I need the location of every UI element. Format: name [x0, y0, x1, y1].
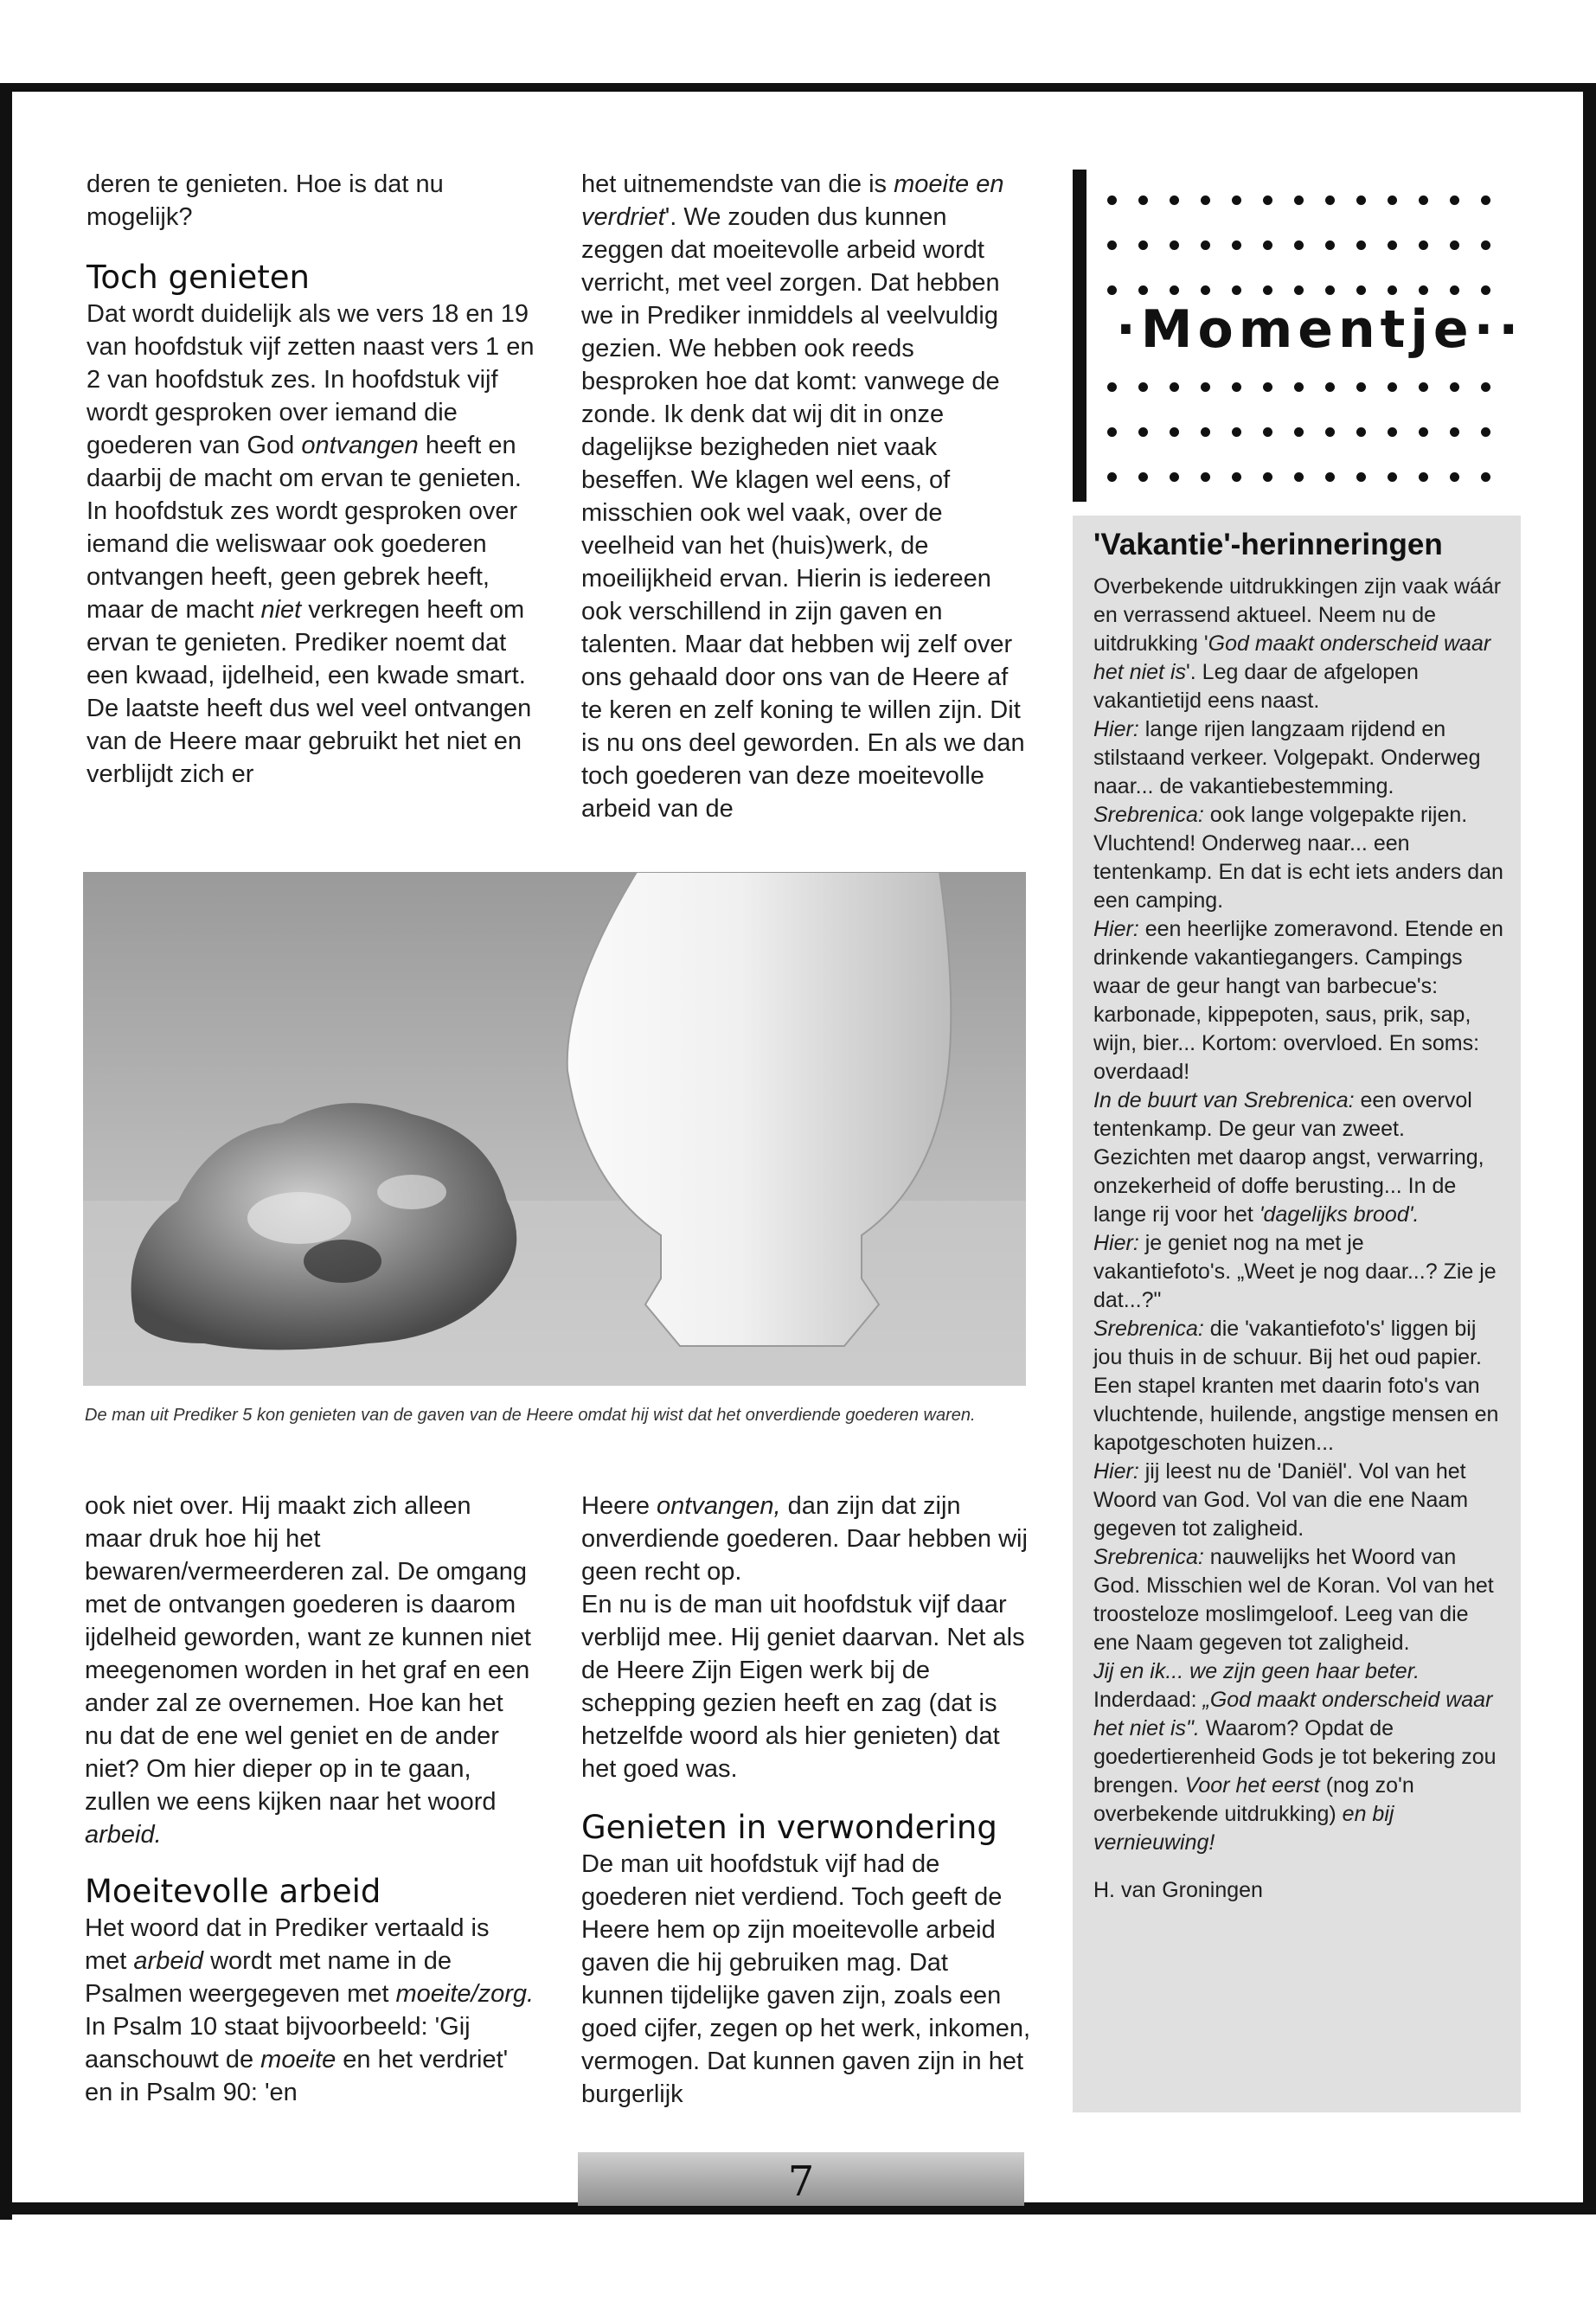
dot-pattern	[1107, 239, 1514, 253]
page-number: 7	[787, 2157, 815, 2206]
column-2-top	[581, 168, 1031, 825]
paragraph: De man uit hoofdstuk vijf had de goederen niet verdiend. Toch geeft de Heere hem op zijn moeitevolle arbeid gaven die hij gebruiken mag. Dat kunnen tijdelijke gaven zijn, zoals een goed cijfer, zegen op het werk, inkomen, vermogen. Dat kunnen gaven zijn in het burgerlijk	[581, 1850, 1031, 2108]
dot-pattern	[1107, 471, 1514, 484]
paragraph: het uitnemendste van die is moeite en verdriet'. We zouden dus kunnen zeggen dat moeitevolle arbeid wordt verricht, met veel zorgen. Dat hebben we in Prediker inmiddels al veelvuldig gezien. We hebben ook reeds besproken hoe dat komt: vanwege de zonde. Ik denk dat wij dit in onze dagelijkse bezigheden niet vaak beseffen. We klagen wel eens, of misschien ook wel vaak, over de veelheid van het (huis)werk, de moeilijkheid ervan. Hierin is iedereen ook verschillend in zijn gaven en talenten. Maar dat hebben wij zelf over ons gehaald door ons van de Heere af te keren en zelf koning te willen zijn. Dit is nu ons deel geworden. En als we dan toch goederen van deze moeitevolle arbeid van de	[581, 170, 1025, 823]
sidebar-heading: 'Vakantie'-herinneringen	[1093, 528, 1443, 561]
scan-border-top	[0, 83, 1596, 92]
momentje-title: ·Momentje··	[1116, 299, 1524, 360]
sidebar-text	[1093, 526, 1507, 1905]
photo-caption: De man uit Prediker 5 kon genieten van de gaven van de Heere omdat hij wist dat het onverdiende goederen waren.	[85, 1406, 976, 1425]
scan-border-right	[1583, 83, 1596, 2214]
momentje-bar	[1073, 170, 1086, 502]
momentje-header	[1073, 170, 1524, 516]
dot-pattern	[1107, 284, 1514, 298]
sidebar-paragraph: Jij en ik... we zijn geen haar beter.	[1093, 1659, 1420, 1683]
column-1-bottom	[85, 1490, 535, 2109]
scan-border-left	[0, 83, 12, 2220]
section-heading-genieten-in-verwondering: Genieten in verwondering	[581, 1809, 997, 1846]
paragraph: ook niet over. Hij maakt zich alleen maar druk hoe hij het bewaren/vermeerderen zal. De omgang met de ontvangen goederen is daarom ijdelheid geworden, want ze kunnen niet meegenomen worden in het graf en een ander zal ze overnemen. Hoe kan het nu dat de ene wel geniet en de ander niet? Om hier dieper op in te gaan, zullen we eens kijken naar het woord arbeid.	[85, 1492, 531, 1849]
sidebar-paragraph: Hier: een heerlijke zomeravond. Etende en drinkende vakantiegangers. Campings waar de geur hangt van barbecue's: karbonade, kippepoten, saus, prik, sap, wijn, bier... Kortom: overvloed. En soms: overdaad!	[1093, 917, 1503, 1084]
sidebar-paragraph: Inderdaad: „God maakt onderscheid waar het niet is". Waarom? Opdat de goedertierenheid Gods je tot bekering zou brengen. Voor het eerst (nog zo'n overbekende uitdrukking) en bij vernieuwing!	[1093, 1688, 1497, 1855]
section-heading-toch-genieten: Toch genieten	[87, 259, 310, 296]
paragraph: Dat wordt duidelijk als we vers 18 en 19 van hoofdstuk vijf zetten naast vers 1 en 2 van hoofdstuk zes. In hoofdstuk vijf wordt gesproken over iemand die goederen van God ontvangen heeft en daarbij de macht om ervan te genieten. In hoofdstuk zes wordt gesproken over iemand die weliswaar ook goederen ontvangen heeft, geen gebrek heeft, maar de macht niet verkregen heeft om ervan te genieten. Prediker noemt dat een kwaad, ijdelheid, een kwade smart. De laatste heeft dus wel veel ontvangen van de Heere maar gebruikt het niet en verblijdt zich er	[87, 300, 535, 788]
dot-pattern	[1107, 426, 1514, 439]
sidebar-paragraph: Hier: jij leest nu de 'Daniël'. Vol van het Woord van God. Vol van die ene Naam gegeven tot zaligheid.	[1093, 1459, 1469, 1541]
paragraph: Heere ontvangen, dan zijn dat zijn onverdiende goederen. Daar hebben wij geen recht op.	[581, 1492, 1028, 1586]
page-number-bar	[578, 2152, 1024, 2206]
column-2-bottom	[581, 1490, 1031, 2111]
sidebar-paragraph: Srebrenica: die 'vakantiefoto's' liggen bij jou thuis in de schuur. Bij het oud papier. Een stapel kranten met daarin foto's van vluchtende, huilende, angstige mensen en kapotgeschoten huizen...	[1093, 1317, 1499, 1455]
sidebar-paragraph: In de buurt van Srebrenica: een overvol tentenkamp. De geur van zweet. Gezichten met daarop angst, verwarring, onzekerheid of doffe berusting... In de lange rij voor het 'dagelijks brood'.	[1093, 1088, 1484, 1227]
paragraph: deren te genieten. Hoe is dat nu mogelijk?	[87, 170, 444, 231]
section-heading-moeitevolle-arbeid: Moeitevolle arbeid	[85, 1873, 381, 1910]
sidebar-signature: H. van Groningen	[1093, 1878, 1263, 1902]
dot-pattern	[1107, 194, 1514, 208]
momentje-sidebar	[1073, 170, 1524, 2112]
sidebar-paragraph: Hier: lange rijen langzaam rijdend en stilstaand verkeer. Volgepakt. Onderweg naar... de vakantiebestemming.	[1093, 717, 1481, 798]
sidebar-paragraph: Hier: je geniet nog na met je vakantiefoto's. „Weet je nog daar...? Zie je dat...?"	[1093, 1231, 1497, 1312]
photo-stone-and-vase	[83, 872, 1026, 1386]
dot-pattern	[1107, 381, 1514, 394]
column-1-top	[87, 168, 536, 791]
paragraph: En nu is de man uit hoofdstuk vijf daar verblijd mee. Hij geniet daarvan. Net als de Heere Zijn Eigen werk bij de schepping gezien heeft en zag (dat is hetzelfde woord als hier genieten) dat het goed was.	[581, 1591, 1025, 1783]
sidebar-intro: Overbekende uitdrukkingen zijn vaak wáár en verrassend aktueel. Neem nu de uitdrukking 'God maakt onderscheid waar het niet is'. Leg daar de afgelopen vakantietijd eens naast.	[1093, 574, 1502, 713]
paragraph: Het woord dat in Prediker vertaald is met arbeid wordt met name in de Psalmen weergegeven met moeite/zorg. In Psalm 10 staat bijvoorbeeld: 'Gij aanschouwt de moeite en het verdriet' en in Psalm 90: 'en	[85, 1914, 535, 2106]
sidebar-paragraph: Srebrenica: ook lange volgepakte rijen. Vluchtend! Onderweg naar... een tentenkamp. En dat is echt iets anders dan een camping.	[1093, 803, 1503, 913]
sidebar-paragraph: Srebrenica: nauwelijks het Woord van God. Misschien wel de Koran. Vol van het troosteloze moslimgeloof. Leeg van die ene Naam gegeven tot zaligheid.	[1093, 1545, 1494, 1655]
